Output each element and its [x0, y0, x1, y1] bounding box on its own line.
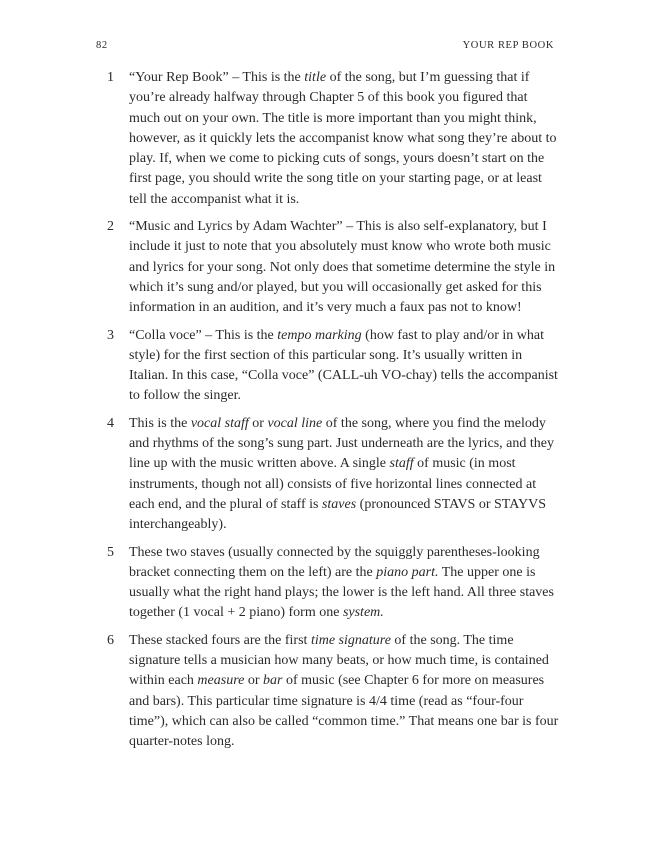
text-run: or: [248, 415, 268, 431]
italic-term: system.: [342, 605, 384, 621]
list-item: [107, 326, 559, 407]
list-item-number: 1: [107, 70, 114, 85]
text-run: The upper one is usually what the right hand plays; the lower is the left hand. All three staves together (1 vocal + 2 piano) form one: [129, 564, 554, 621]
italic-term: bar: [263, 673, 283, 689]
text-run: “Music and Lyrics by Adam Wachter” – This is also self-explanatory, but I include it just to note that you absolutely must know who wrote both music and lyrics for your song. Not only does that sometime determine the style in which it’s sung and/or played, but you will occasionally get asked for this information in an audition, and it’s very much a faux pas not to know!: [129, 219, 556, 316]
text-run: of the song. The time signature tells a musician how many beats, or how much time, is contained within each: [129, 632, 549, 689]
italic-term: piano part.: [376, 564, 439, 580]
text-run: of music (in most instruments, though not all) consists of five horizontal lines connected at each end, and the plural of staff is: [129, 456, 537, 512]
list-item-text: [129, 326, 559, 407]
text-run: “Your Rep Book” – This is the: [129, 70, 305, 85]
list-item-number: 5: [107, 544, 114, 560]
list-item-text: [129, 631, 559, 753]
text-run: of the song, but I’m guessing that if you’re already halfway through Chapter 5 of this book you figured that much out on your own. The title is more important than you might think, however, as it quickly lets the accompanist know what song they’re about to play. If, when we come to picking cuts of songs, yours doesn’t start on the first page, you should write the song title on your starting page, or at least tell the accompanist what it is.: [129, 70, 557, 207]
list-item: [107, 543, 559, 624]
italic-term: tempo marking: [277, 327, 362, 343]
text-run: This is the: [129, 415, 191, 431]
list-item-text: [129, 217, 559, 318]
list-item-number: 6: [107, 632, 114, 648]
list-item: [107, 217, 559, 318]
list-item-number: 3: [107, 327, 114, 343]
list-item: [107, 68, 559, 210]
text-run: of music (see Chapter 6 for more on measures and bars). This particular time signature is 4/4 time (read as “four-four time”), which can also be called “common time.” That means one bar is four quarter-notes long.: [129, 673, 559, 750]
text-run: or: [244, 673, 264, 689]
text-run: These stacked fours are the first: [129, 632, 311, 648]
text-run: of the song, where you find the melody and rhythms of the song’s sung part. Just underneath are the lyrics, and they line up with the music written above. A single: [129, 415, 554, 472]
italic-term: staves: [321, 496, 357, 512]
list-item-text: [129, 543, 559, 624]
text-run: These two staves (usually connected by the squiggly parentheses-looking bracket connecting them on the left) are the: [129, 544, 540, 580]
numbered-list: [107, 68, 559, 760]
page-number: 82: [96, 40, 108, 51]
list-item-text: [129, 68, 559, 210]
list-item-number: 2: [107, 219, 114, 235]
text-run: (how fast to play and/or in what style) for the first section of this particular song. It’s usually written in Italian. In this case, “Colla voce” (CALL-uh VO-chay) tells the accompanist to follow the singer.: [129, 327, 558, 404]
list-item-number: 4: [107, 415, 114, 431]
list-item: [107, 631, 559, 753]
italic-term: vocal staff: [190, 415, 249, 431]
italic-term: measure: [197, 673, 245, 689]
italic-term: staff: [389, 456, 414, 472]
italic-term: vocal line: [267, 415, 323, 431]
italic-term: title: [304, 70, 327, 85]
text-run: (pronounced STAVS or STAYVS interchangeably).: [129, 496, 547, 533]
running-title: YOUR REP BOOK: [462, 40, 554, 51]
italic-term: time signature: [310, 632, 391, 648]
text-run: “Colla voce” – This is the: [129, 327, 278, 343]
list-item: [107, 414, 559, 536]
list-item-text: [129, 414, 559, 536]
